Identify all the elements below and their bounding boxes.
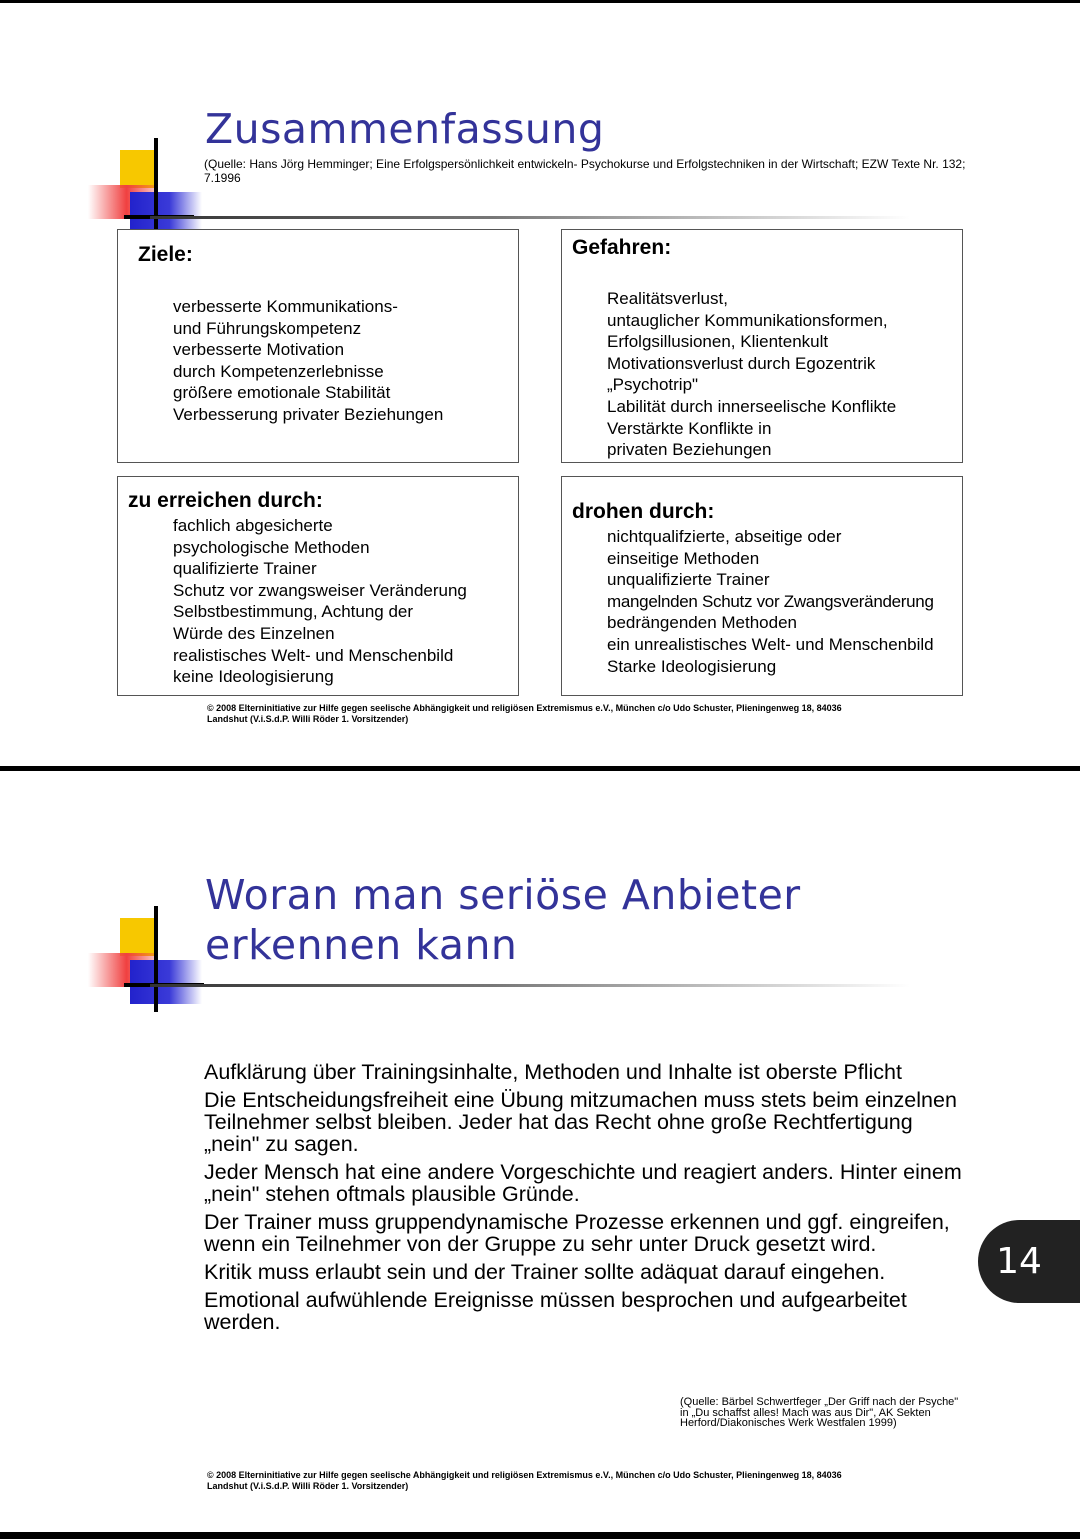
box-list: [173, 296, 443, 426]
list-item: Selbstbestimmung, Achtung der: [173, 602, 414, 622]
title-underline: [150, 216, 910, 220]
list-item: unqualifizierte Trainer: [607, 570, 770, 590]
list-item: verbesserte Kommunikations-: [173, 297, 398, 316]
list-item: Würde des Einzelnen: [173, 623, 335, 643]
title-line: erkennen kann: [205, 921, 518, 969]
list-item: einseitige Methoden: [607, 548, 760, 568]
footer-line: Landshut (V.i.S.d.P. Willi Röder 1. Vorsitzender): [207, 1481, 409, 1491]
list-item: qualifizierte Trainer: [173, 559, 317, 579]
box-drohen-durch: [561, 476, 963, 696]
list-item: Erfolgsillusionen, Klientenkult: [607, 332, 829, 352]
footer-line: © 2008 Elterninitiative zur Hilfe gegen seelische Abhängigkeit und religiösen Extremismus e.V., München c/o Udo Schuster, Plieningenweg 18, 84036: [207, 703, 842, 713]
slide-footer: [207, 703, 842, 725]
slide-decoration: [88, 138, 208, 238]
list-item: Jeder Mensch hat eine andere Vorgeschichte und reagiert anders. Hinter einem „nein" stehen oftmals plausible Gründe.: [204, 1160, 962, 1206]
list-item: Starke Ideologisierung: [607, 656, 777, 676]
page-number-badge: 14: [978, 1220, 1080, 1303]
box-zu-erreichen-durch: [117, 476, 519, 696]
source-citation: (Quelle: Hans Jörg Hemminger; Eine Erfolgspersönlichkeit entwickeln- Psychokurse und Erfolgstechniken in der Wirtschaft; EZW Texte Nr. 132; 7.1996: [204, 157, 966, 185]
box-ziele: [117, 229, 519, 463]
list-item: größere emotionale Stabilität: [173, 383, 391, 403]
list-item: durch Kompetenzerlebnisse: [173, 361, 384, 381]
list-item: keine Ideologisierung: [173, 667, 334, 687]
box-list: [173, 515, 467, 688]
slide-footer: [207, 1470, 842, 1492]
list-item: Kritik muss erlaubt sein und der Trainer sollte adäquat darauf eingehen.: [204, 1260, 886, 1284]
list-item: ein unrealistisches Welt- und Menschenbild: [607, 634, 934, 654]
list-item: nichtqualifzierte, abseitige oder: [607, 527, 842, 546]
list-item: privaten Beziehungen: [607, 440, 772, 460]
list-item: Labilität durch innerseelische Konflikte: [607, 396, 897, 416]
box-list: [607, 526, 934, 677]
list-item: Realitätsverlust,: [607, 289, 728, 308]
box-heading: zu erreichen durch:: [128, 489, 323, 512]
list-item: Verbesserung privater Beziehungen: [173, 404, 444, 424]
list-item: und Führungskompetenz: [173, 318, 362, 338]
slide-zusammenfassung: [0, 0, 1080, 766]
list-item: Aufklärung über Trainingsinhalte, Methoden und Inhalte ist oberste Pflicht: [204, 1060, 902, 1084]
list-item: mangelnden Schutz vor Zwangsveränderung: [607, 591, 934, 611]
list-item: Verstärkte Konflikte in: [607, 418, 772, 438]
slide-title: Zusammenfassung: [205, 105, 605, 153]
list-item: bedrängenden Methoden: [607, 613, 797, 633]
list-item: Motivationsverlust durch Egozentrik: [607, 353, 876, 373]
box-heading: Ziele:: [138, 243, 193, 266]
footer-line: © 2008 Elterninitiative zur Hilfe gegen seelische Abhängigkeit und religiösen Extremismus e.V., München c/o Udo Schuster, Plieningenweg 18, 84036: [207, 1470, 842, 1480]
list-item: Der Trainer muss gruppendynamische Prozesse erkennen und ggf. eingreifen, wenn ein Teilnehmer von der Gruppe zu sehr unter Druck gesetzt wird.: [204, 1210, 950, 1256]
list-item: fachlich abgesicherte: [173, 516, 333, 535]
bullet-list: [204, 1061, 974, 1339]
box-heading: drohen durch:: [572, 500, 715, 523]
list-item: Die Entscheidungsfreiheit eine Übung mitzumachen muss stets beim einzelnen Teilnehmer selbst bleiben. Jeder hat das Recht ohne große Rechtfertigung „nein" zu sagen.: [204, 1088, 957, 1156]
box-heading: Gefahren:: [572, 236, 672, 259]
footer-line: Landshut (V.i.S.d.P. Willi Röder 1. Vorsitzender): [207, 714, 409, 724]
box-gefahren: [561, 229, 963, 463]
slide-title: [205, 870, 801, 970]
list-item: untauglicher Kommunikationsformen,: [607, 310, 888, 330]
list-item: Emotional aufwühlende Ereignisse müssen besprochen und aufgearbeitet werden.: [204, 1288, 907, 1334]
list-item: realistisches Welt- und Menschenbild: [173, 645, 454, 665]
slide-serioese-anbieter: [0, 771, 1080, 1532]
box-list: [607, 288, 896, 461]
list-item: psychologische Methoden: [173, 537, 370, 557]
list-item: verbesserte Motivation: [173, 340, 345, 360]
source-citation: (Quelle: Bärbel Schwertfeger „Der Griff nach der Psyche" in „Du schaffst alles! Mach was aus Dir", AK Sekten Herford/Diakonisches Werk Westfalen 1999): [680, 1396, 959, 1429]
list-item: Schutz vor zwangsweiser Veränderung: [173, 580, 467, 600]
slide-decoration: [88, 906, 208, 1014]
title-line: Woran man seriöse Anbieter: [205, 871, 801, 919]
bottom-border: [0, 1532, 1080, 1539]
title-underline: [150, 984, 910, 988]
list-item: „Psychotrip": [607, 375, 699, 395]
